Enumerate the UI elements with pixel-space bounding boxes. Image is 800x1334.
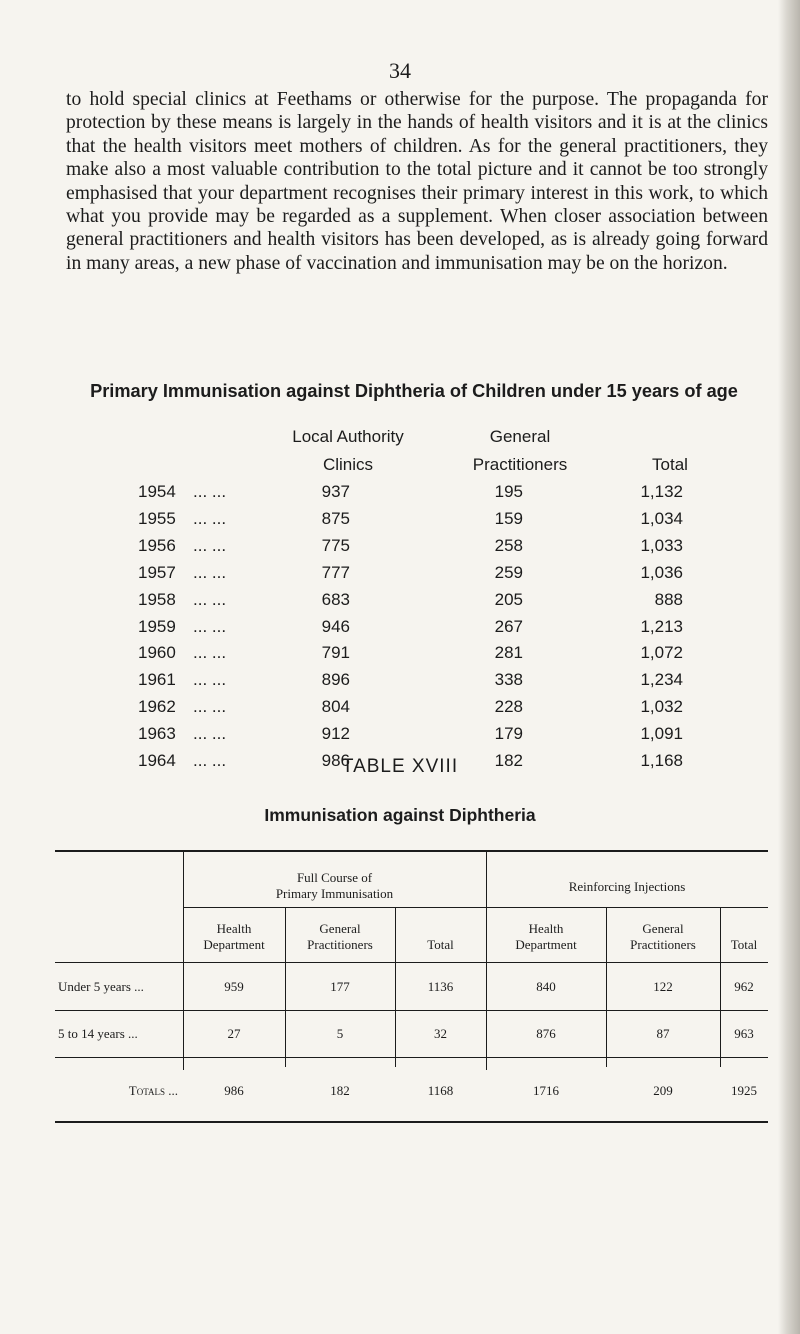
row-leader-dots: ... ... [193, 697, 227, 717]
row-year: 1963 [138, 724, 176, 744]
row-total: 1,072 [640, 643, 683, 663]
row-local-authority: 804 [321, 697, 350, 717]
row-label: Totals ... [128, 1083, 178, 1098]
table-cell: 27 [227, 1026, 241, 1041]
primary-immunisation-heading: Primary Immunisation against Diphtheria of Children under 15 years of age [90, 381, 738, 401]
row-local-authority: 777 [321, 562, 350, 582]
table-cell: 122 [653, 979, 673, 994]
sub-health-dept-1 [183, 921, 285, 953]
row-leader-dots: ... ... [193, 482, 227, 501]
row-year: 1957 [138, 562, 176, 582]
row-total: 1,132 [640, 482, 683, 501]
row-general-practitioners: 338 [494, 670, 523, 690]
table-cell: 182 [330, 1083, 350, 1098]
header-bottom-rule [55, 962, 768, 963]
header-general: General [489, 427, 551, 446]
sub-health-dept-2 [486, 921, 606, 953]
sub-health-line1: Health [216, 921, 252, 936]
row-year: 1956 [138, 535, 176, 555]
page-number: 34 [389, 58, 411, 83]
group-full-course [183, 870, 486, 902]
row-leader-dots: ... ... [193, 670, 227, 690]
table-cell: 87 [656, 1026, 670, 1041]
table-cell: 876 [536, 1026, 556, 1041]
row-year: 1959 [138, 616, 176, 636]
table-cell: 962 [734, 979, 754, 994]
row-local-authority: 683 [321, 589, 350, 609]
table-cell: 5 [336, 1026, 344, 1041]
row-year: 1954 [138, 482, 176, 501]
sub-total-1: Total [427, 937, 454, 952]
row-leader-dots: ... ... [193, 751, 227, 770]
header-clinics: Clinics [322, 455, 374, 474]
row-leader-dots: ... ... [193, 643, 227, 663]
table-xviii-label: TABLE XVIII [341, 756, 459, 777]
table-cell: 959 [224, 979, 244, 994]
table-cell: 840 [536, 979, 556, 994]
table-cell: 1168 [427, 1083, 454, 1098]
row-general-practitioners: 179 [494, 724, 523, 744]
row-local-authority: 986 [321, 751, 350, 770]
row-total: 1,034 [640, 508, 683, 528]
header-practitioners: Practitioners [472, 455, 568, 474]
sub-gp-line1: General [319, 921, 361, 936]
group-rule [183, 907, 768, 908]
row-general-practitioners: 159 [494, 508, 523, 528]
row-leader-dots: ... ... [193, 589, 227, 609]
table-xviii-subtitle: Immunisation against Diphtheria [264, 805, 536, 825]
sub-gp-1 [285, 921, 395, 953]
row-total: 1,036 [640, 562, 683, 582]
row-year: 1955 [138, 508, 176, 528]
sub-gp-line2: Practitioners [307, 937, 373, 952]
table-cell: 32 [434, 1026, 447, 1041]
row-general-practitioners: 258 [494, 535, 523, 555]
sub-total-2: Total [730, 937, 758, 952]
row-general-practitioners: 195 [494, 482, 523, 501]
row-total: 1,168 [640, 751, 683, 770]
row-leader-dots: ... ... [193, 562, 227, 582]
row-local-authority: 912 [321, 724, 350, 744]
row-general-practitioners: 182 [494, 751, 523, 770]
table-cell: 1925 [731, 1083, 757, 1098]
group-full-course-line2: Primary Immunisation [275, 886, 394, 901]
row-year: 1960 [138, 643, 176, 663]
row-total: 1,033 [640, 535, 683, 555]
sub-health-line2: Department [203, 937, 265, 952]
row-label: Under 5 years ... [58, 979, 144, 994]
table-cell: 1716 [533, 1083, 559, 1098]
table-cell: 209 [653, 1083, 673, 1098]
row-total: 1,213 [640, 616, 683, 636]
group-reinforcing: Reinforcing Injections [568, 879, 686, 894]
row-leader-dots: ... ... [193, 724, 227, 744]
table-cell: 986 [224, 1083, 244, 1098]
sub-health-line2-b: Department [515, 937, 577, 952]
header-total: Total [652, 455, 688, 474]
header-local-authority: Local Authority [292, 427, 404, 446]
row-local-authority: 946 [321, 616, 350, 636]
row-general-practitioners: 281 [494, 643, 523, 663]
table-bottom-rule [55, 1121, 768, 1123]
row-total: 1,234 [640, 670, 683, 690]
table-cell: 963 [734, 1026, 754, 1041]
row-general-practitioners: 259 [494, 562, 523, 582]
row-year: 1962 [138, 697, 176, 717]
row-local-authority: 791 [321, 643, 350, 663]
row-local-authority: 896 [321, 670, 350, 690]
row-year: 1964 [138, 751, 176, 770]
table-cell: 177 [330, 979, 350, 994]
table-top-rule [55, 850, 768, 852]
row-rule-1 [55, 1010, 768, 1011]
row-general-practitioners: 205 [494, 589, 523, 609]
row-rule-2 [55, 1057, 768, 1058]
sub-gp-line2-b: Practitioners [630, 937, 696, 952]
body-paragraph: to hold special clinics at Feethams or otherwise for the purpose. The propaganda for protection by these means is largely in the hands of health visitors and it is at the clinics that the health visitors meet mothers of children. As for the general practitioners, they make also a most valuable contribution to the total picture and it cannot be too strongly emphasised that your department recognises their primary interest in this work, to which what you provide may be regarded as a supplement. When closer association between general practitioners and health visitors has been developed, as is already going forward in many areas, a new phase of vaccination and immunisation may be on the horizon. [66, 89, 768, 274]
row-total: 1,032 [640, 697, 683, 717]
sub-gp-2 [606, 921, 720, 953]
row-leader-dots: ... ... [193, 508, 227, 528]
row-label: 5 to 14 years ... [58, 1026, 138, 1041]
row-year: 1958 [138, 589, 176, 609]
row-local-authority: 937 [321, 482, 350, 501]
row-general-practitioners: 267 [494, 616, 523, 636]
group-full-course-line1: Full Course of [296, 870, 373, 885]
row-local-authority: 775 [321, 535, 350, 555]
row-general-practitioners: 228 [494, 697, 523, 717]
row-leader-dots: ... ... [193, 616, 227, 636]
row-local-authority: 875 [321, 508, 350, 528]
row-total: 888 [654, 589, 683, 609]
table-cell: 1136 [427, 979, 454, 994]
sub-gp-line1-b: General [642, 921, 684, 936]
row-total: 1,091 [640, 724, 683, 744]
row-leader-dots: ... ... [193, 535, 227, 555]
sub-health-line1-b: Health [528, 921, 564, 936]
row-year: 1961 [138, 670, 176, 690]
